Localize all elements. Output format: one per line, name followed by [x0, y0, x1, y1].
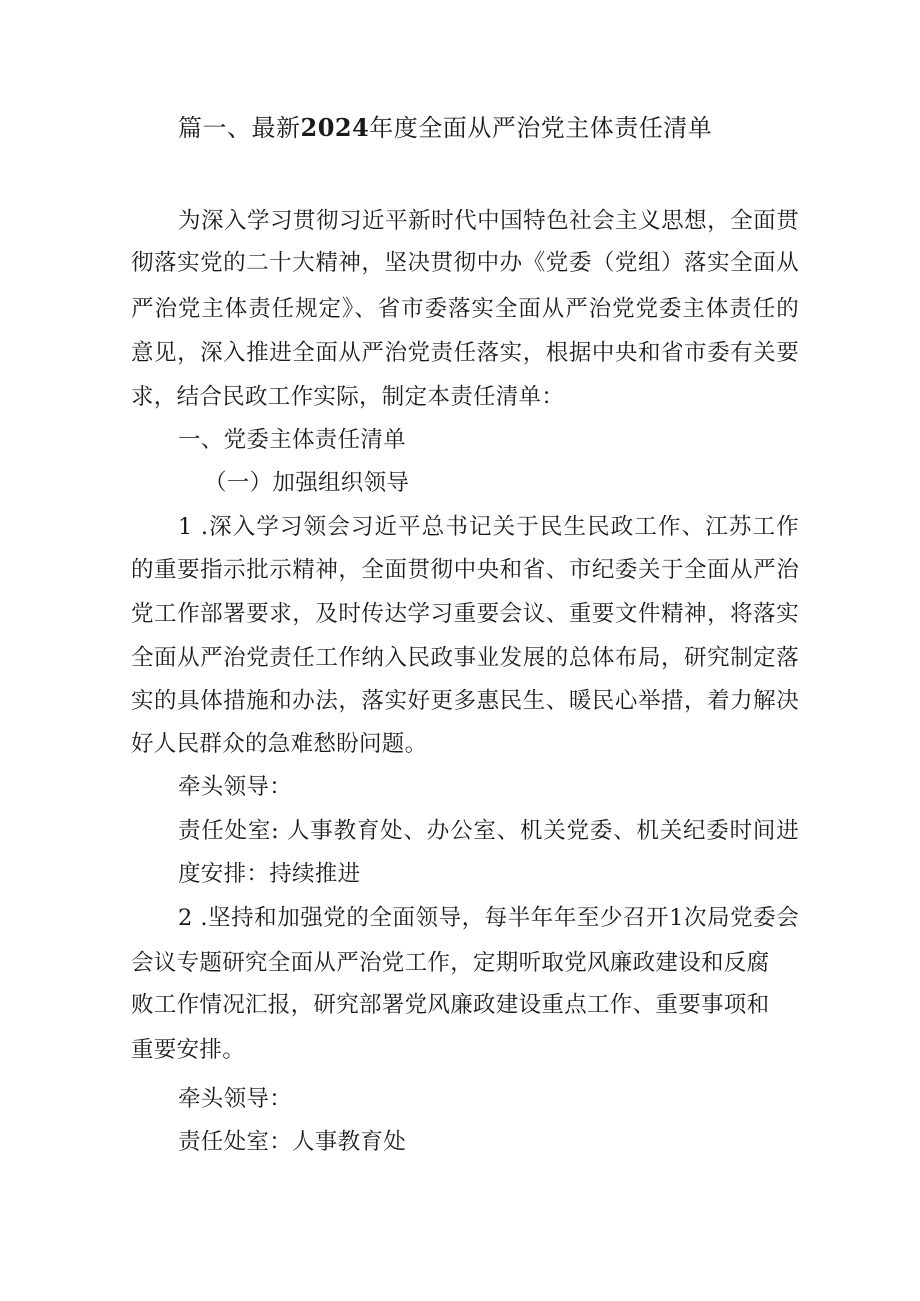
section-heading: 一、党委主体责任清单 [178, 427, 407, 453]
item1-line: 1 .深入学习领会习近平总书记关于民生民政工作、江苏工作 [178, 514, 799, 540]
intro-line: 为深入学习贯彻习近平新时代中国特色社会主义思想，全面贯 [178, 208, 799, 234]
title-prefix: 篇一、最新 [178, 114, 301, 142]
item1-dept: 责任处室: 人事教育处、办公室、机关党委、机关纪委时间进 [178, 818, 799, 844]
item1-schedule: 度安排：持续推进 [178, 861, 361, 887]
item1-lead: 牵头领导： [178, 774, 293, 800]
item1-line: 好人民群众的急难愁盼问题。 [131, 731, 428, 757]
title-year: 2024 [300, 113, 370, 142]
item2-dept: 责任处室：人事教育处 [178, 1129, 407, 1155]
intro-line: 彻落实党的二十大精神，坚决贯彻中办《党委（党组）落实全面从 [131, 250, 799, 276]
title-suffix: 年度全面从严治党主体责任清单 [369, 114, 713, 142]
item2-line: 败工作情况汇报，研究部署党风廉政建设重点工作、重要事项和 [131, 992, 770, 1018]
item2-lead: 牵头领导： [178, 1086, 293, 1112]
item1-line: 党工作部署要求，及时传达学习重要会议、重要文件精神，将落实 [131, 601, 799, 627]
item1-line: 全面从严治党责任工作纳入民政事业发展的总体布局，研究制定落 [131, 645, 799, 671]
subsection-heading: （一）加强组织领导 [204, 470, 410, 496]
intro-line: 意见，深入推进全面从严治党责任落实，根据中央和省市委有关要 [131, 340, 799, 366]
document-title [178, 108, 712, 143]
intro-line: 严治党主体责任规定》、省市委落实全面从严治党党委主体责任的 [131, 296, 799, 322]
item1-line: 实的具体措施和办法，落实好更多惠民生、暖民心举措，着力解决 [131, 688, 799, 714]
item2-line: 会议专题研究全面从严治党工作，定期听取党风廉政建设和反腐 [131, 950, 770, 976]
item1-line: 的重要指示批示精神，全面贯彻中央和省、市纪委关于全面从严治 [131, 557, 799, 583]
intro-line: 求，结合民政工作实际，制定本责任清单： [131, 384, 565, 410]
item2-line: 2 .坚持和加强党的全面领导，每半年年至少召开1次局党委会 [178, 905, 799, 931]
item2-line: 重要安排。 [131, 1037, 246, 1063]
